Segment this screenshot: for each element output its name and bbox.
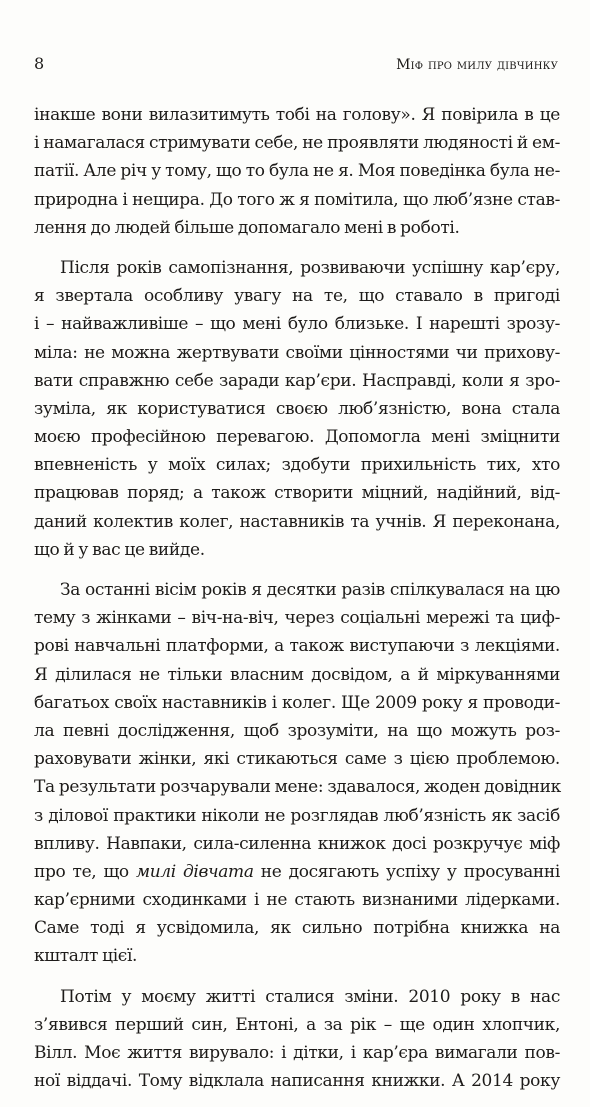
text-line: Після років самопізнання, розвиваючи успішну кар’єру, xyxy=(60,257,560,278)
text-line: впевненість у моїх силах; здобути прихильність тих, хто xyxy=(34,455,560,476)
text-line: вати справжню себе заради кар’єри. Насправді, коли я зро- xyxy=(34,370,560,391)
text-line: лення до людей більше допомагало мені в роботі. xyxy=(34,217,460,238)
text-line: що й у вас це вийде. xyxy=(34,539,205,560)
text-line: моєю професійною перевагою. Допомогла мені зміцнити xyxy=(34,427,560,448)
paragraph-4 xyxy=(34,983,560,1096)
text-line: Саме тоді я усвідомила, як сильно потрібна книжка на xyxy=(34,918,560,939)
italic-phrase: милі дівчата xyxy=(135,861,254,882)
text-line: і намагалася стримувати себе, не проявляти людяності й ем- xyxy=(34,133,560,154)
text-line: ної віддачі. Тому відклала написання книжки. А 2014 року xyxy=(34,1071,560,1092)
text-line: ла певні дослідження, щоб зрозуміти, на що можуть роз- xyxy=(34,720,560,741)
text-line: даний колектив колег, наставників та учнів. Я переконана, xyxy=(34,511,560,532)
page-header xyxy=(34,54,558,78)
text-line: Вілл. Моє життя вирувало: і дітки, і кар’єра вимагали пов- xyxy=(34,1043,560,1063)
paragraph-1 xyxy=(34,101,560,242)
text-line: рові навчальні платформи, а також виступаючи з лекціями. xyxy=(34,636,560,657)
page-number: 8 xyxy=(34,54,45,73)
text-line: Та результати розчарували мене: здавалося, жоден довідник xyxy=(34,777,561,798)
text-line: тему з жінками – віч-на-віч, через соціальні мережі та циф- xyxy=(34,608,560,629)
text-line: зуміла, як користуватися своєю люб’язністю, вона стала xyxy=(34,398,560,419)
text-line: міла: не можна жертвувати своїми цінностями чи прихову- xyxy=(34,342,560,363)
text-line: Я ділилася не тільки власним досвідом, а й міркуваннями xyxy=(34,664,560,685)
text-line: кшталт цієї. xyxy=(34,946,138,967)
text-line: Потім у моєму житті сталися зміни. 2010 року в нас xyxy=(60,986,560,1007)
text-line: патії. Але річ у тому, що то була не я. Моя поведінка була не- xyxy=(34,161,560,182)
text-line: впливу. Навпаки, сила-силенна книжок досі розкручує міф xyxy=(34,833,560,854)
text-line: кар’єрними сходинками і не стають визнаними лідерками. xyxy=(34,890,560,911)
paragraph-2 xyxy=(34,254,560,564)
text-line xyxy=(34,858,560,886)
text-line: природна і нещира. До того ж я помітила, що люб’язне став- xyxy=(34,189,560,210)
text-line: раховувати жінки, які стикаються саме з цією проблемою. xyxy=(34,749,560,770)
paragraph-3 xyxy=(34,576,560,971)
text-fragment: не досягають успіху у просуванні xyxy=(253,861,560,882)
text-line: я звертала особливу увагу на те, що ставало в пригоді xyxy=(34,286,560,307)
running-title: Міф про милу дівчинку xyxy=(396,57,558,73)
text-line: працював поряд; а також створити міцний, надійний, від- xyxy=(34,483,560,504)
text-line: За останні вісім років я десятки разів спілкувалася на цю xyxy=(60,580,560,600)
text-line: з ділової практики ніколи не розглядав люб’язність як засіб xyxy=(34,805,560,826)
text-line: інакше вони вилазитимуть тобі на голову». Я повірила в це xyxy=(34,105,560,125)
text-line: і – найважливіше – що мені було близьке. І нарешті зрозу- xyxy=(34,314,560,335)
text-line: багатьох своїх наставників і колег. Ще 2009 року я проводи- xyxy=(34,692,560,713)
text-line: з’явився перший син, Ентоні, а за рік – ще один хлопчик, xyxy=(34,1014,560,1035)
text-fragment: про те, що xyxy=(34,861,136,882)
body-text xyxy=(34,101,560,1107)
